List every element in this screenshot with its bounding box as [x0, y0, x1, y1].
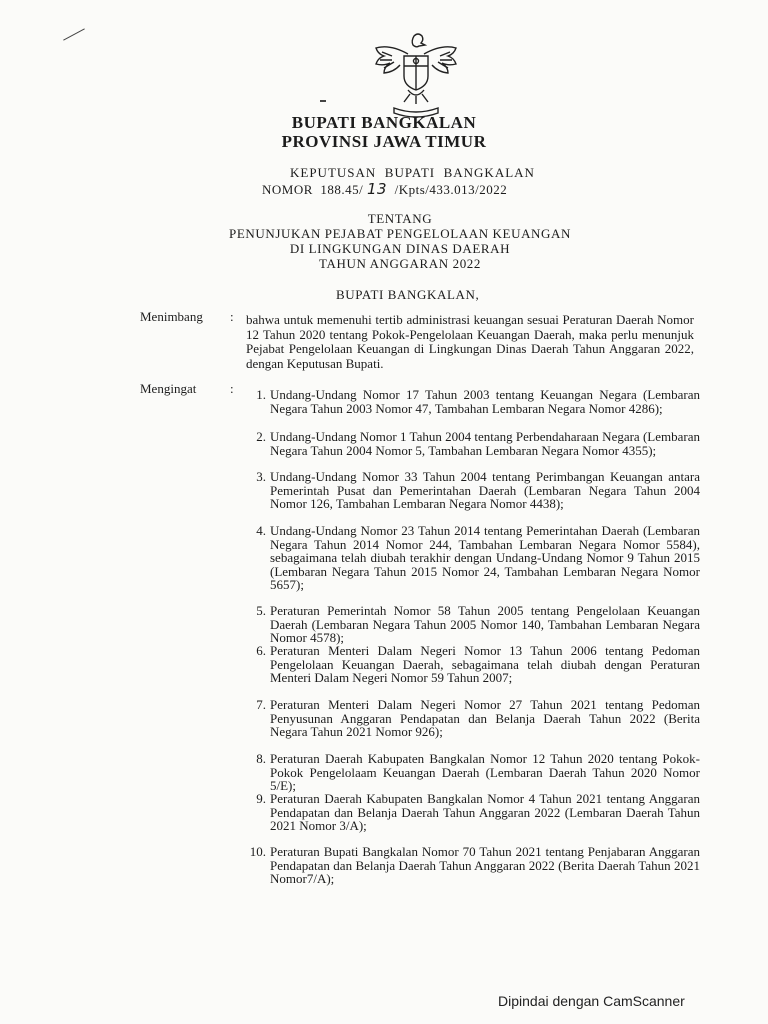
bupati-line: BUPATI BANGKALAN, [336, 287, 480, 302]
list-item-text: Undang-Undang Nomor 23 Tahun 2014 tentang Pemerintahan Daerah (Lembaran Negara Tahun 2014 Nomor 244, Tambahan Lembaran Negara Nomor 5584), sebagaimana telah diubah terakhir dengan Undang-Undang Nomor 9 Tahun 2015 (Lembaran Negara Tahun 2015 Nomor 24, Tambahan Lembaran Negara Nomor 5657); [270, 523, 700, 592]
list-item [230, 845, 700, 899]
list-item-text: Undang-Undang Nomor 1 Tahun 2004 tentang Perbendaharaan Negara (Lembaran Negara Tahun 2004 Nomor 5, Tambahan Lembaran Negara Nomor 4355); [270, 429, 700, 458]
decree-number [262, 180, 507, 198]
list-item [230, 792, 700, 845]
list-item [230, 698, 700, 752]
scanner-watermark: Dipindai dengan CamScanner [498, 993, 685, 1009]
menimbang-label: Menimbang [140, 309, 203, 324]
list-item-number: 10. [249, 844, 266, 859]
list-item [230, 388, 700, 430]
list-item [230, 644, 700, 698]
list-item-number: 9. [256, 791, 266, 806]
list-item-text: Undang-Undang Nomor 17 Tahun 2003 tentang Keuangan Negara (Lembaran Negara Tahun 2003 Nomor 47, Tambahan Lembaran Negara Nomor 4286); [270, 387, 700, 416]
list-item-text: Peraturan Bupati Bangkalan Nomor 70 Tahun 2021 tentang Penjabaran Anggaran Pendapatan dan Belanja Daerah Tahun Anggaran 2022 (Berita Daerah Tahun 2021 Nomor7/A); [270, 844, 700, 886]
header-title: BUPATI BANGKALAN [291, 113, 477, 132]
list-item-number: 6. [256, 643, 266, 658]
list-item [230, 470, 700, 524]
list-item-number: 8. [256, 751, 266, 766]
mengingat-list [230, 388, 700, 899]
decree-title: KEPUTUSAN BUPATI BANGKALAN [290, 165, 535, 180]
list-item-number: 4. [256, 523, 266, 538]
decree-number-prefix: NOMOR 188.45/ [262, 182, 368, 197]
list-item [230, 430, 700, 470]
list-item [230, 524, 700, 604]
mengingat-colon: : [230, 381, 234, 396]
scan-mark [63, 28, 85, 40]
menimbang-colon: : [230, 309, 234, 324]
scan-mark [320, 100, 326, 102]
garuda-emblem-icon [368, 28, 464, 124]
tentang-line: PENUNJUKAN PEJABAT PENGELOLAAN KEUANGAN [228, 226, 572, 241]
menimbang-text: bahwa untuk memenuhi tertib administrasi keuangan sesuai Peraturan Daerah Nomor 12 Tahun 2020 tentang Pokok-Pengelolaan Keuangan Daerah, maka perlu menunjuk Pejabat Pengelolaan Keuangan di Lingkungan Dinas Daerah Tahun Anggaran 2022, dengan Keputusan Bupati. [246, 312, 694, 371]
list-item-number: 1. [256, 387, 266, 402]
header-subtitle: PROVINSI JAWA TIMUR [281, 132, 487, 151]
list-item-number: 3. [256, 469, 266, 484]
tentang-line: TAHUN ANGGARAN 2022 [318, 256, 482, 271]
list-item-text: Peraturan Menteri Dalam Negeri Nomor 13 Tahun 2006 tentang Pedoman Pengelolaan Keuangan Daerah, sebagaimana telah diubah dengan Peraturan Menteri Dalam Negeri Nomor 59 Tahun 2007; [270, 643, 700, 685]
list-item-text: Undang-Undang Nomor 33 Tahun 2004 tentang Perimbangan Keuangan antara Pemerintah Pusat dan Pemerintahan Daerah (Lembaran Negara Tahun 2004 Nomor 126, Tambahan Lembaran Negara Nomor 4438); [270, 469, 700, 511]
tentang-label: TENTANG [367, 211, 433, 226]
decree-number-suffix: /Kpts/433.013/2022 [387, 182, 508, 197]
mengingat-label: Mengingat [140, 381, 197, 396]
tentang-line: DI LINGKUNGAN DINAS DAERAH [289, 241, 511, 256]
list-item-text: Peraturan Menteri Dalam Negeri Nomor 27 Tahun 2021 tentang Pedoman Penyusunan Anggaran Pendapatan dan Belanja Daerah Tahun 2022 (Berita Negara Tahun 2021 Nomor 926); [270, 697, 700, 739]
list-item-text: Peraturan Daerah Kabupaten Bangkalan Nomor 4 Tahun 2021 tentang Anggaran Pendapatan dan Belanja Daerah Tahun Anggaran 2022 (Lembaran Daerah Tahun 2021 Nomor 3/A); [270, 791, 700, 833]
list-item-text: Peraturan Pemerintah Nomor 58 Tahun 2005 tentang Pengelolaan Keuangan Daerah (Lembaran Negara Tahun 2005 Nomor 140, Tambahan Lembaran Negara Nomor 4578); [270, 603, 700, 645]
list-item-number: 2. [256, 429, 266, 444]
list-item-number: 5. [256, 603, 266, 618]
list-item-text: Peraturan Daerah Kabupaten Bangkalan Nomor 12 Tahun 2020 tentang Pokok-Pokok Pengelolaam Keuangan Daerah (Lembaran Daerah Tahun 2020 Nomor 5/E); [270, 751, 700, 793]
decree-number-handwritten: 13 [367, 180, 388, 198]
list-item [230, 604, 700, 644]
list-item [230, 752, 700, 792]
list-item-number: 7. [256, 697, 266, 712]
